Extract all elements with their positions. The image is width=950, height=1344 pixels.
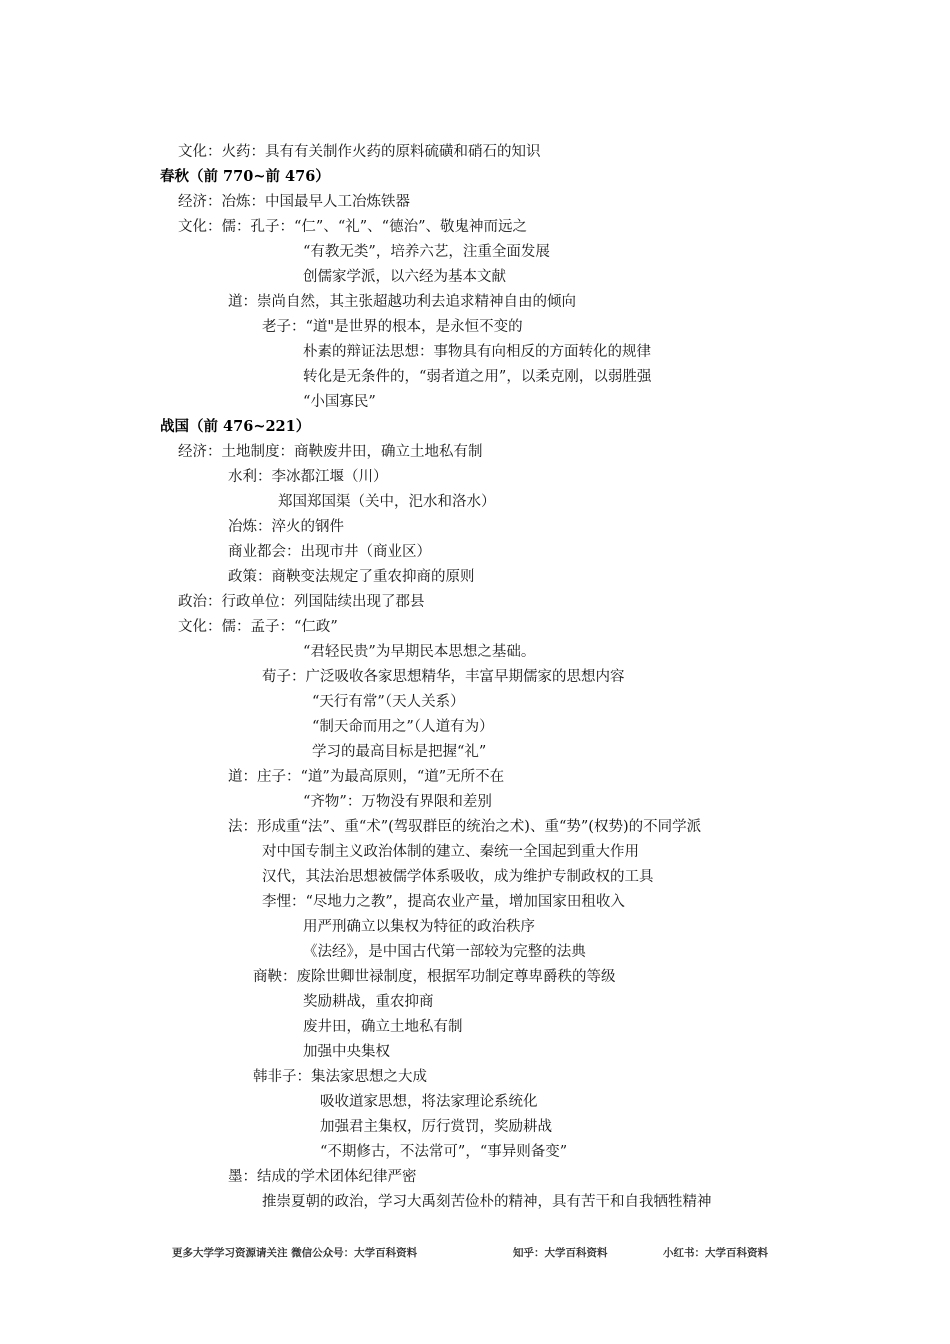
- text-line: 朴素的辩证法思想：事物具有向相反的方面转化的规律: [303, 344, 651, 360]
- footer-zhihu: 知乎：大学百科资料: [513, 1247, 608, 1259]
- text-line: 用严刑确立以集权为特征的政治秩序: [303, 919, 535, 935]
- section-heading: 战国（前 476~221）: [160, 418, 311, 435]
- text-line: 转化是无条件的，“弱者道之用”，以柔克刚，以弱胜强: [303, 369, 652, 385]
- text-line: 商业都会：出现市井（商业区）: [228, 544, 431, 560]
- text-line: 商鞅：废除世卿世禄制度，根据军功制定尊卑爵秩的等级: [253, 969, 616, 985]
- text-line: 政策：商鞅变法规定了重农抑商的原则: [228, 569, 475, 585]
- text-line: 经济：土地制度：商鞅废井田，确立土地私有制: [178, 444, 483, 460]
- text-line: 推崇夏朝的政治，学习大禹刻苦俭朴的精神，具有苦干和自我牺牲精神: [262, 1194, 712, 1210]
- text-line: “君轻民贵”为早期民本思想之基础。: [303, 644, 536, 660]
- text-line: “天行有常”（天人关系）: [312, 694, 465, 710]
- text-line: “齐物”：万物没有界限和差别: [303, 794, 492, 810]
- text-line: 文化：火药：具有有关制作火药的原料硫磺和硝石的知识: [178, 144, 541, 160]
- text-line: “小国寡民”: [303, 394, 376, 410]
- text-line: 废井田，确立土地私有制: [303, 1019, 463, 1035]
- text-line: 文化：儒：孔子：“仁”、“礼”、“德治”、敬鬼神而远之: [178, 219, 527, 235]
- text-line: 韩非子：集法家思想之大成: [253, 1069, 427, 1085]
- text-line: 法：形成重“法”、重“术”(驾驭群臣的统治之术)、重“势”(权势)的不同学派: [228, 819, 702, 835]
- text-line: 李悝：“尽地力之教”，提高农业产量，增加国家田租收入: [262, 894, 625, 910]
- text-line: 汉代，其法治思想被儒学体系吸收，成为维护专制政权的工具: [262, 869, 654, 885]
- text-line: 吸收道家思想，将法家理论系统化: [320, 1094, 538, 1110]
- text-line: “有教无类”，培养六艺，注重全面发展: [303, 244, 550, 260]
- text-line: 冶炼：淬火的钢件: [228, 519, 344, 535]
- text-line: 道：崇尚自然，其主张超越功利去追求精神自由的倾向: [228, 294, 576, 310]
- text-line: 学习的最高目标是把握“礼”: [312, 744, 487, 760]
- text-line: 创儒家学派，以六经为基本文献: [303, 269, 506, 285]
- text-line: 老子：“道"是世界的根本，是永恒不变的: [262, 319, 523, 335]
- text-line: 郑国郑国渠（关中，汜水和洛水）: [278, 494, 496, 510]
- text-line: 加强君主集权，厉行赏罚，奖励耕战: [320, 1119, 552, 1135]
- text-line: 加强中央集权: [303, 1044, 390, 1060]
- footer-xiaohongshu: 小红书：大学百科资料: [663, 1247, 768, 1259]
- text-line: 墨：结成的学术团体纪律严密: [228, 1169, 417, 1185]
- text-line: 道：庄子：“道”为最高原则，“道”无所不在: [228, 769, 505, 785]
- text-line: 荀子：广泛吸收各家思想精华，丰富早期儒家的思想内容: [262, 669, 625, 685]
- footer-wechat: 更多大学学习资源请关注 微信公众号：大学百科资料: [172, 1247, 418, 1259]
- text-line: 政治：行政单位：列国陆续出现了郡县: [178, 594, 425, 610]
- text-line: 奖励耕战，重农抑商: [303, 994, 434, 1010]
- text-line: 《法经》，是中国古代第一部较为完整的法典: [303, 944, 586, 960]
- text-line: 对中国专制主义政治体制的建立、秦统一全国起到重大作用: [262, 844, 639, 860]
- text-line: 水利：李冰都江堰（川）: [228, 469, 388, 485]
- text-line: 文化：儒：孟子：“仁政”: [178, 619, 338, 635]
- text-line: “制天命而用之”（人道有为）: [312, 719, 494, 735]
- text-line: 经济：冶炼：中国最早人工冶炼铁器: [178, 194, 410, 210]
- section-heading: 春秋（前 770~前 476）: [160, 168, 330, 185]
- text-line: “不期修古，不法常可”，“事异则备变”: [320, 1144, 568, 1160]
